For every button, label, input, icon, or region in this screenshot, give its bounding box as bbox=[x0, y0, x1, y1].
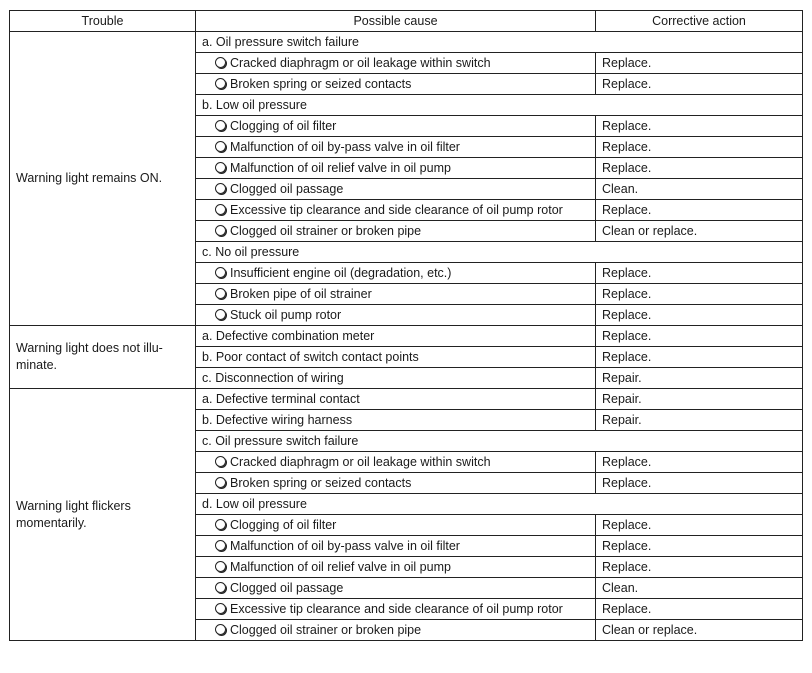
cause-text: Broken spring or seized contacts bbox=[230, 76, 412, 91]
cause-cell bbox=[196, 137, 596, 158]
bullet-circle-icon bbox=[215, 225, 226, 236]
cause-cell bbox=[196, 158, 596, 179]
cause-category-cell: d. Low oil pressure bbox=[196, 494, 803, 515]
cause-cell bbox=[196, 305, 596, 326]
cause-cell bbox=[196, 620, 596, 641]
action-cell: Replace. bbox=[596, 599, 803, 620]
bullet-circle-icon bbox=[215, 519, 226, 530]
cause-text: b. Poor contact of switch contact points bbox=[202, 349, 419, 364]
bullet-circle-icon bbox=[215, 540, 226, 551]
cause-cell bbox=[196, 74, 596, 95]
bullet-circle-icon bbox=[215, 57, 226, 68]
cause-cell bbox=[196, 368, 596, 389]
cause-text: Cracked diaphragm or oil leakage within switch bbox=[230, 454, 491, 469]
cause-text: Malfunction of oil by-pass valve in oil filter bbox=[230, 538, 460, 553]
action-cell: Repair. bbox=[596, 410, 803, 431]
trouble-column-header: Trouble bbox=[10, 11, 196, 32]
action-cell: Replace. bbox=[596, 158, 803, 179]
bullet-circle-icon bbox=[215, 183, 226, 194]
cause-cell bbox=[196, 116, 596, 137]
action-cell: Replace. bbox=[596, 200, 803, 221]
cause-cell bbox=[196, 473, 596, 494]
cause-text: Insufficient engine oil (degradation, etc.) bbox=[230, 265, 452, 280]
table-body bbox=[10, 32, 803, 641]
cause-column-header: Possible cause bbox=[196, 11, 596, 32]
bullet-circle-icon bbox=[215, 120, 226, 131]
cause-cell bbox=[196, 263, 596, 284]
action-cell: Clean or replace. bbox=[596, 221, 803, 242]
action-column-header: Corrective action bbox=[596, 11, 803, 32]
bullet-circle-icon bbox=[215, 477, 226, 488]
cause-text: Clogged oil strainer or broken pipe bbox=[230, 223, 422, 238]
bullet-circle-icon bbox=[215, 456, 226, 467]
cause-text: Stuck oil pump rotor bbox=[230, 307, 342, 322]
bullet-circle-icon bbox=[215, 561, 226, 572]
bullet-circle-icon bbox=[215, 162, 226, 173]
cause-cell bbox=[196, 557, 596, 578]
bullet-circle-icon bbox=[215, 78, 226, 89]
bullet-circle-icon bbox=[215, 603, 226, 614]
cause-cell bbox=[196, 347, 596, 368]
action-cell: Replace. bbox=[596, 347, 803, 368]
bullet-circle-icon bbox=[215, 309, 226, 320]
cause-cell bbox=[196, 410, 596, 431]
cause-text: Malfunction of oil relief valve in oil pump bbox=[230, 559, 451, 574]
cause-cell bbox=[196, 221, 596, 242]
bullet-circle-icon bbox=[215, 204, 226, 215]
action-cell: Clean. bbox=[596, 179, 803, 200]
cause-cell bbox=[196, 53, 596, 74]
cause-cell bbox=[196, 578, 596, 599]
troubleshooting-table bbox=[9, 10, 803, 641]
action-cell: Replace. bbox=[596, 305, 803, 326]
trouble-cell: Warning light does not illu-minate. bbox=[10, 326, 196, 389]
cause-text: Broken pipe of oil strainer bbox=[230, 286, 372, 301]
cause-text: Clogged oil passage bbox=[230, 580, 344, 595]
trouble-cell: Warning light remains ON. bbox=[10, 32, 196, 326]
action-cell: Replace. bbox=[596, 452, 803, 473]
cause-text: c. Disconnection of wiring bbox=[202, 370, 344, 385]
table-header bbox=[10, 11, 803, 32]
cause-cell bbox=[196, 515, 596, 536]
action-cell: Repair. bbox=[596, 389, 803, 410]
table-row bbox=[10, 326, 803, 347]
cause-cell bbox=[196, 200, 596, 221]
bullet-circle-icon bbox=[215, 141, 226, 152]
action-cell: Replace. bbox=[596, 557, 803, 578]
action-cell: Repair. bbox=[596, 368, 803, 389]
cause-text: Broken spring or seized contacts bbox=[230, 475, 412, 490]
cause-cell bbox=[196, 599, 596, 620]
action-cell: Replace. bbox=[596, 53, 803, 74]
cause-cell bbox=[196, 326, 596, 347]
cause-category-cell: b. Low oil pressure bbox=[196, 95, 803, 116]
cause-text: b. Defective wiring harness bbox=[202, 412, 353, 427]
cause-cell bbox=[196, 284, 596, 305]
cause-text: Clogged oil strainer or broken pipe bbox=[230, 622, 422, 637]
trouble-cell: Warning light flickers momentarily. bbox=[10, 389, 196, 641]
cause-text: Malfunction of oil by-pass valve in oil filter bbox=[230, 139, 460, 154]
cause-text: Excessive tip clearance and side clearance of oil pump rotor bbox=[230, 601, 563, 616]
cause-text: Clogging of oil filter bbox=[230, 118, 337, 133]
cause-text: a. Defective combination meter bbox=[202, 328, 375, 343]
cause-cell bbox=[196, 179, 596, 200]
header-row bbox=[10, 11, 803, 32]
action-cell: Replace. bbox=[596, 284, 803, 305]
bullet-circle-icon bbox=[215, 267, 226, 278]
bullet-circle-icon bbox=[215, 582, 226, 593]
cause-text: Clogging of oil filter bbox=[230, 517, 337, 532]
action-cell: Replace. bbox=[596, 137, 803, 158]
cause-category-cell: a. Oil pressure switch failure bbox=[196, 32, 803, 53]
action-cell: Replace. bbox=[596, 515, 803, 536]
cause-cell bbox=[196, 389, 596, 410]
cause-text: a. Defective terminal contact bbox=[202, 391, 360, 406]
action-cell: Replace. bbox=[596, 74, 803, 95]
cause-cell bbox=[196, 536, 596, 557]
cause-category-cell: c. Oil pressure switch failure bbox=[196, 431, 803, 452]
cause-text: Excessive tip clearance and side clearance of oil pump rotor bbox=[230, 202, 563, 217]
table-row bbox=[10, 32, 803, 53]
action-cell: Replace. bbox=[596, 473, 803, 494]
bullet-circle-icon bbox=[215, 288, 226, 299]
cause-cell bbox=[196, 452, 596, 473]
bullet-circle-icon bbox=[215, 624, 226, 635]
cause-text: Clogged oil passage bbox=[230, 181, 344, 196]
action-cell: Replace. bbox=[596, 326, 803, 347]
table-row bbox=[10, 389, 803, 410]
cause-text: Cracked diaphragm or oil leakage within switch bbox=[230, 55, 491, 70]
action-cell: Replace. bbox=[596, 536, 803, 557]
action-cell: Clean or replace. bbox=[596, 620, 803, 641]
action-cell: Replace. bbox=[596, 263, 803, 284]
cause-category-cell: c. No oil pressure bbox=[196, 242, 803, 263]
cause-text: Malfunction of oil relief valve in oil pump bbox=[230, 160, 451, 175]
action-cell: Replace. bbox=[596, 116, 803, 137]
action-cell: Clean. bbox=[596, 578, 803, 599]
